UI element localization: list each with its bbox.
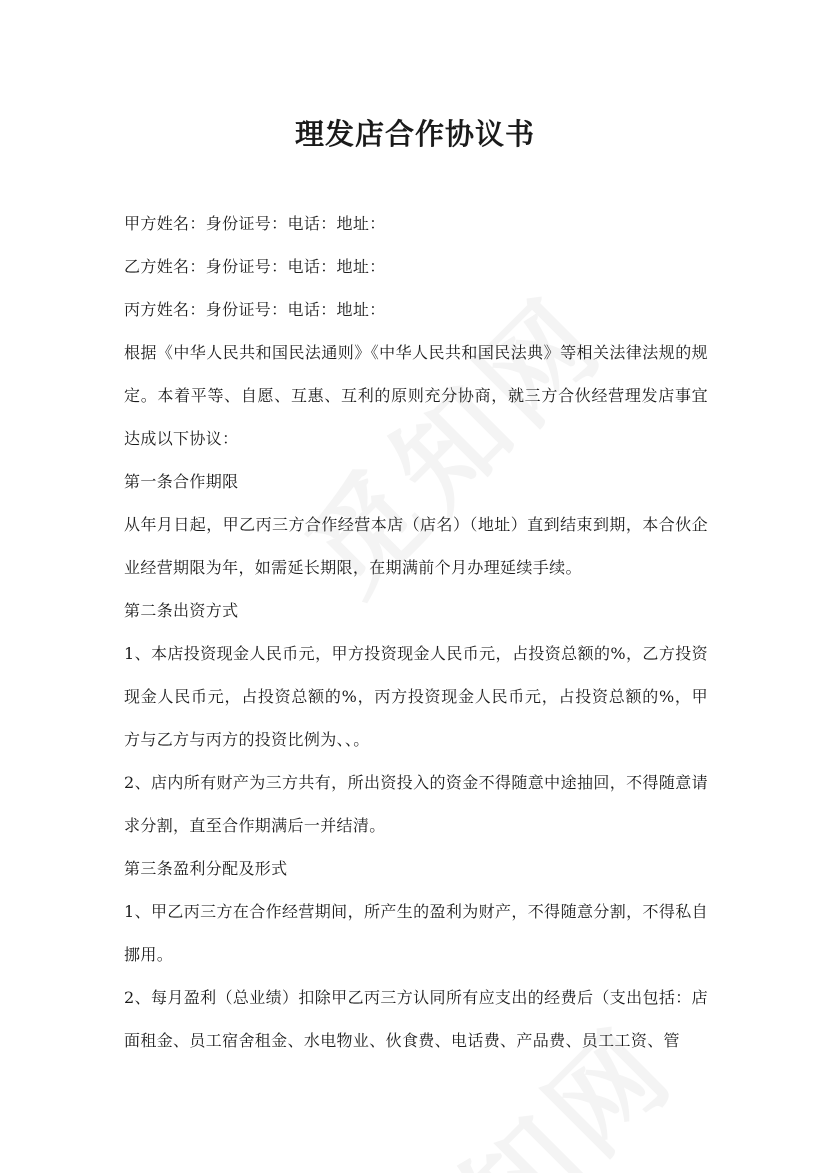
party-a-info: 甲方姓名：身份证号：电话：地址： xyxy=(124,214,386,233)
article-2-clause-2: 2、店内所有财产为三方共有，所出资投入的资金不得随意中途抽回，不得随意请求分割，直至合作期满后一并结清。 xyxy=(124,773,708,835)
preamble-paragraph: 根据《中华人民共和国民法通则》《中华人民共和国民法典》等相关法律法规的规定。本着平等、自愿、互惠、互利的原则充分协商，就三方合伙经营理发店事宜达成以下协议： xyxy=(124,343,708,448)
article-3-heading: 第三条盈利分配及形式 xyxy=(124,859,288,878)
party-b-info: 乙方姓名：身份证号：电话：地址： xyxy=(124,257,386,276)
article-2-heading: 第二条出资方式 xyxy=(124,601,239,620)
document-title: 理发店合作协议书 xyxy=(294,117,535,151)
document-body xyxy=(124,202,708,1062)
article-3-clause-2: 2、每月盈利（总业绩）扣除甲乙丙三方认同所有应支出的经费后（支出包括：店面租金、员工宿舍租金、水电物业、伙食费、电话费、产品费、员工工资、管 xyxy=(124,988,708,1050)
article-3-clause-1: 1、甲乙丙三方在合作经营期间，所产生的盈利为财产，不得随意分割，不得私自挪用。 xyxy=(124,902,708,964)
article-1-heading: 第一条合作期限 xyxy=(124,472,239,491)
article-2-clause-1: 1、本店投资现金人民币元，甲方投资现金人民币元，占投资总额的%，乙方投资现金人民币元，占投资总额的%，丙方投资现金人民币元，占投资总额的%，甲方与乙方与丙方的投资比例为、、。 xyxy=(124,644,708,749)
party-c-info: 丙方姓名：身份证号：电话：地址： xyxy=(124,300,386,319)
article-1-paragraph: 从年月日起，甲乙丙三方合作经营本店（店名）（地址）直到结束到期，本合伙企业经营期限为年，如需延长期限，在期满前个月办理延续手续。 xyxy=(124,515,708,577)
